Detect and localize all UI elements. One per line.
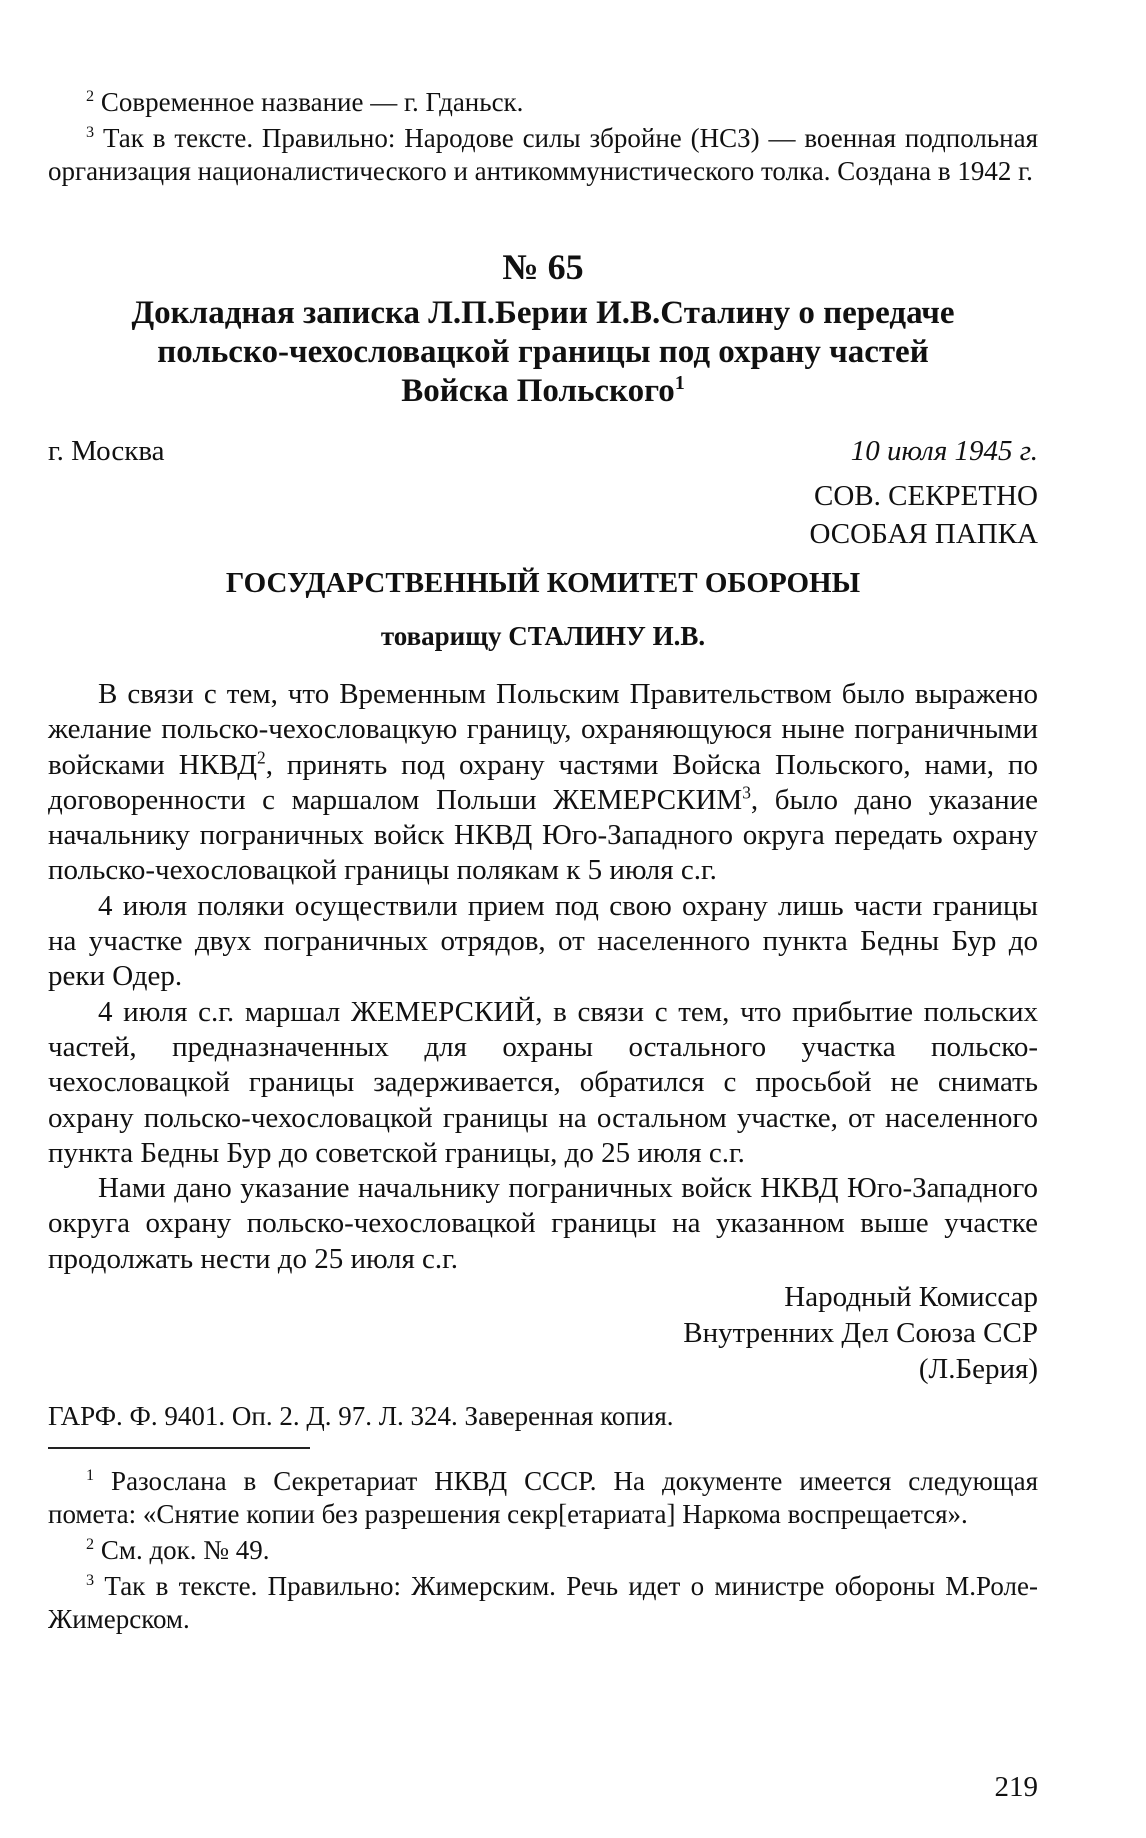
signature-line: Народный Комиссар [784, 1281, 1038, 1314]
archive-source: ГАРФ. Ф. 9401. Оп. 2. Д. 97. Л. 324. Заверенная копия. [48, 1401, 674, 1432]
secrecy-line: ОСОБАЯ ПАПКА [809, 518, 1038, 550]
footnote [48, 1465, 1038, 1531]
footnote-text: См. док. № 49. [100, 1535, 270, 1566]
secrecy-stamp [48, 477, 1038, 553]
top-footnotes [48, 86, 1038, 188]
footnote-mark: 3 [86, 123, 95, 141]
recipient: товарищу СТАЛИНУ И.В. [380, 621, 706, 651]
footnote-divider [48, 1447, 310, 1449]
page-number: 219 [994, 1771, 1038, 1803]
footnote [48, 122, 1038, 188]
footnote-mark: 2 [86, 87, 95, 105]
body-text-fragment: , принять под охрану частями Войска Польского, нами, по договоренности с маршалом Польши ЖЕМЕРСКИМ [48, 748, 1038, 816]
footnote-mark: 1 [86, 1466, 95, 1485]
footnote-text: Так в тексте. Правильно: Жимерским. Речь идет о министре обороны М.Роле-Жимерском. [48, 1571, 1038, 1635]
recipient-organization: ГОСУДАРСТВЕННЫЙ КОМИТЕТ ОБОРОНЫ [225, 567, 861, 599]
footnote-mark: 3 [742, 782, 751, 803]
footnote [48, 1534, 1038, 1567]
document-place: г. Москва [48, 435, 165, 467]
footnote-text: Современное название — г. Гданьск. [100, 87, 524, 117]
document-title-text: Докладная записка Л.П.Берии И.В.Сталину о передаче польско-чехословацкой границы под охрану частей Войска Польского [131, 295, 955, 409]
body-paragraph [48, 677, 1038, 889]
document-title [48, 294, 1038, 411]
document-body [48, 677, 1038, 1277]
footnote-mark: 2 [86, 1535, 95, 1554]
body-paragraph: Нами дано указание начальнику пограничных войск НКВД Юго-Западного округа охрану польско-чехословацкой границы на указанном выше участке продолжать нести до 25 июля с.г. [48, 1172, 1038, 1275]
footnote-text: Так в тексте. Правильно: Народове силы збройне (НСЗ) — военная подпольная организация националистического и антикоммунистического толка. Создана в 1942 г. [48, 123, 1038, 186]
body-paragraph: 4 июля поляки осуществили прием под свою охрану лишь части границы на участке двух пограничных отрядов, от населенного пункта Бедны Бур до реки Одер. [48, 889, 1038, 993]
footnote-mark: 2 [257, 746, 266, 767]
body-text-fragment: В связи с тем, что Временным Польским Правительством было выражено желание польско-чехословацкую границу, охраняющуюся ныне пограничными войсками НКВД [48, 678, 1038, 781]
place-date-line [48, 433, 1038, 469]
footnote-text: Разослана в Секретариат НКВД СССР. На документе имеется следующая помета: «Снятие копии без разрешения секр[етариата] Наркома воспрещается». [48, 1466, 1038, 1530]
body-paragraph: 4 июля с.г. маршал ЖЕМЕРСКИЙ, в связи с тем, что прибытие польских частей, предназначенных для охраны остального участка польско-чехословацкой границы задерживается, обратился с просьбой не снимать охрану польско-чехословацкой границы на остальном участке, от населенного пункта Бедны Бур до советской границы, до 25 июля с.г. [48, 995, 1038, 1169]
secrecy-line: СОВ. СЕКРЕТНО [814, 480, 1038, 512]
signature-line: (Л.Берия) [918, 1353, 1038, 1386]
footnote-mark: 3 [86, 1571, 95, 1590]
footnote-mark: 1 [674, 372, 685, 394]
document-date: 10 июля 1945 г. [850, 435, 1038, 467]
document-page [48, 86, 1038, 1636]
footnote [48, 86, 1038, 119]
signature-block [48, 1279, 1038, 1387]
bottom-footnotes [48, 1465, 1038, 1636]
footnote [48, 1570, 1038, 1636]
signature-line: Внутренних Дел Союза ССР [683, 1317, 1038, 1350]
body-text-fragment: , было дано указание начальнику пограничных войск НКВД Юго-Западного округа передать охрану польско-чехословацкой границы полякам к 5 июля с.г. [48, 783, 1038, 887]
document-number: № 65 [502, 247, 584, 287]
